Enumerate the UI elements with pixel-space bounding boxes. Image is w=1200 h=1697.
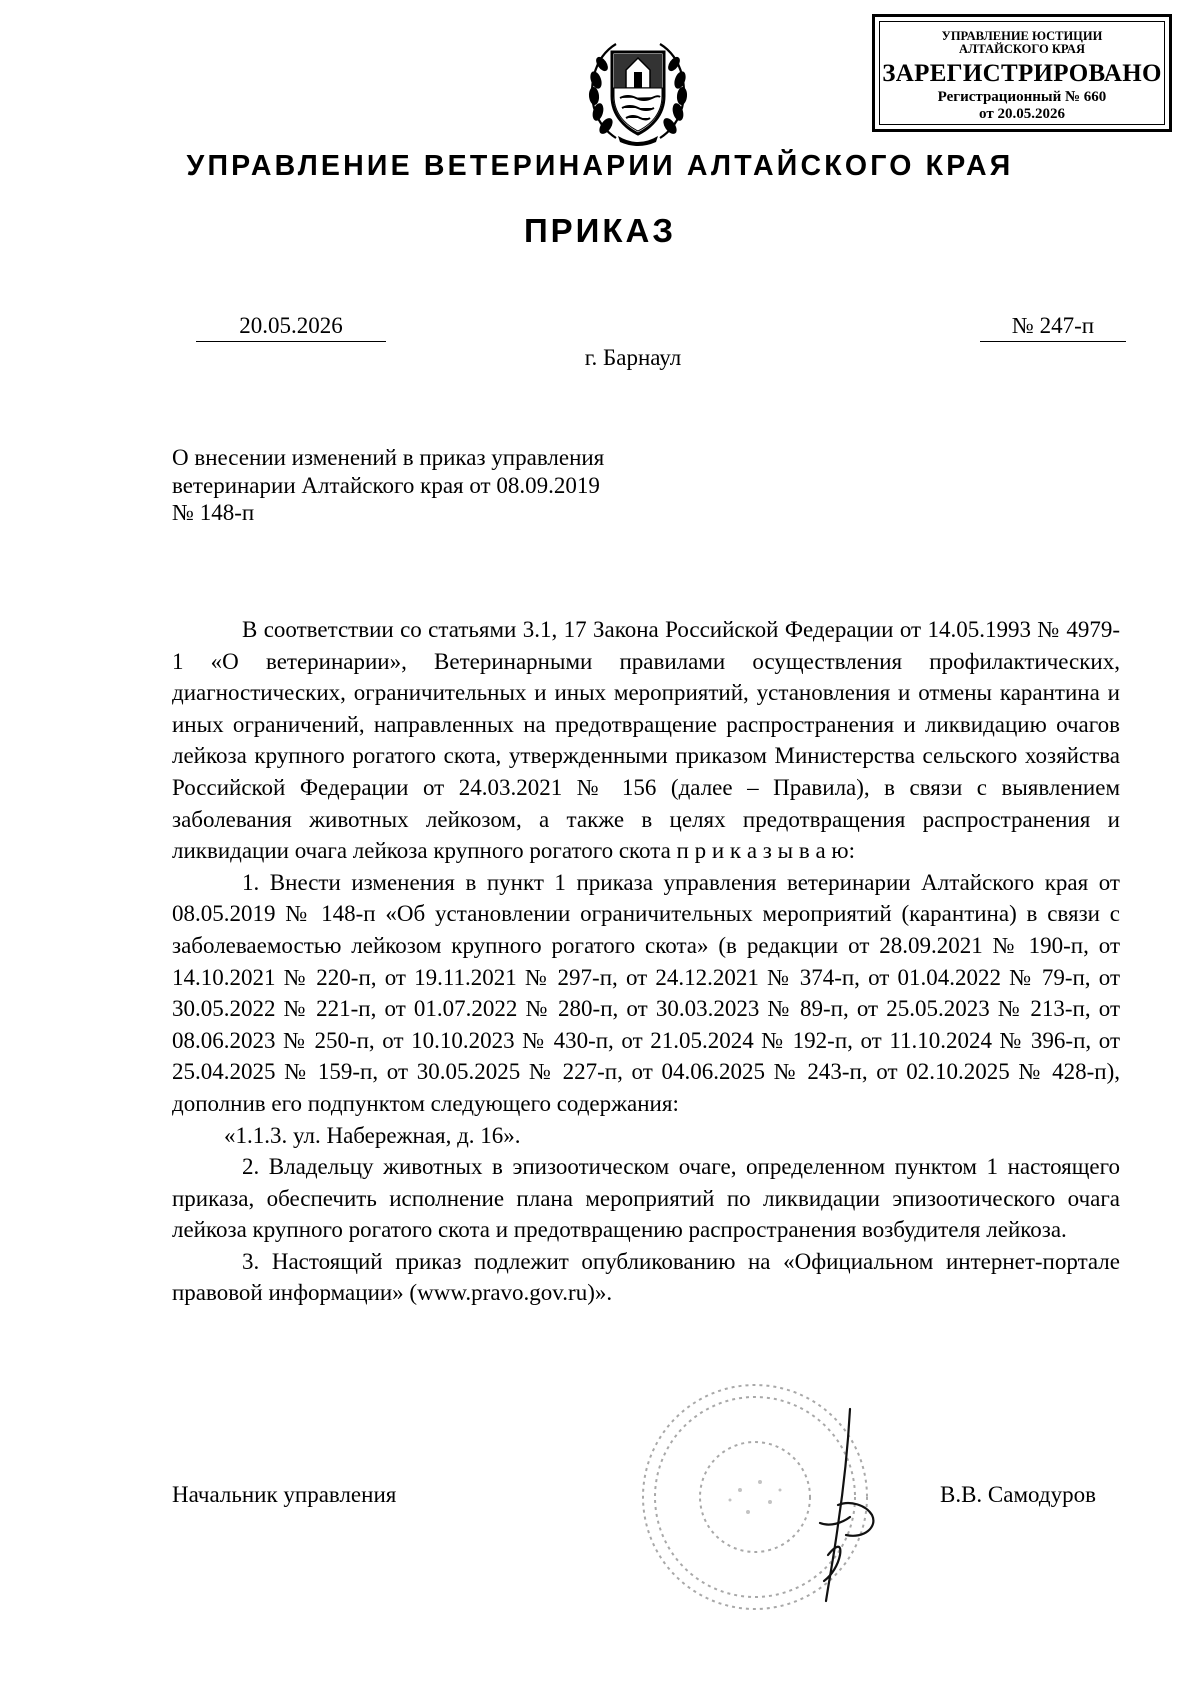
agency-name: УПРАВЛЕНИЕ ВЕТЕРИНАРИИ АЛТАЙСКОГО КРАЯ	[186, 150, 1014, 182]
reg-stamp-number: Регистрационный № 660	[937, 89, 1107, 105]
clause-1: 1. Внести изменения в пункт 1 приказа управления ветеринарии Алтайского края от 08.05.2019 № 148-п «Об установлении ограничительных мероприятий (карантина) в связи с заболеваемостью лейкозом крупного рогатого скота» (в редакции от 28.09.2021 № 190-п, от 14.10.2021 № 220-п, от 19.11.2021 № 297-п, от 24.12.2021 № 374-п, от 01.04.2022 № 79-п, от 30.05.2022 № 221-п, от 01.07.2022 № 280-п, от 30.03.2023 № 89-п, от 25.05.2023 № 213-п, от 08.06.2023 № 250-п, от 10.10.2023 № 430-п, от 21.05.2024 № 192-п, от 11.10.2024 № 396-п, от 25.04.2025 № 159-п, от 30.05.2025 № 227-п, от 04.06.2025 № 243-п, от 02.10.2025 № 428-п), дополнив его подпунктом следующего содержания:	[172, 869, 1120, 1116]
subject-line: ветеринарии Алтайского края от 08.09.2019	[172, 472, 600, 498]
reg-stamp-status: ЗАРЕГИСТРИРОВАНО	[882, 60, 1162, 87]
reg-stamp-authority: УПРАВЛЕНИЕ ЮСТИЦИИ	[941, 29, 1103, 43]
order-subject	[172, 444, 672, 527]
document-type: ПРИКАЗ	[523, 212, 677, 249]
preamble-directive: п р и к а з ы в а ю:	[676, 838, 855, 864]
handwritten-signature-icon	[780, 1405, 900, 1605]
order-city: г. Барнаул	[584, 345, 682, 370]
reg-stamp-date: от 20.05.2026	[979, 106, 1065, 122]
order-body	[172, 614, 1120, 1309]
signatory-title: Начальник управления	[172, 1482, 397, 1507]
order-number: № 247-п	[980, 311, 1126, 342]
preamble-text: В соответствии со статьями 3.1, 17 Закона Российской Федерации от 14.05.1993 № 4979-1 «О ветеринарии», Ветеринарными правилами осуществления профилактических, диагностических, ограничительных и иных мероприятий, установления и отмены карантина и иных ограничений, направленных на предотвращение распространения и ликвидацию очагов лейкоза крупного рогатого скота, утвержденными приказом Министерства сельского хозяйства Российской Федерации от 24.03.2021 № 156 (далее – Правила), в связи с выявлением заболевания животных лейкозом, а также в целях предотвращения распространения и ликвидации очага лейкоза крупного рогатого скота	[172, 617, 1120, 864]
clause-1-quote: «1.1.3. ул. Набережная, д. 16».	[224, 1122, 521, 1148]
reg-stamp-region: АЛТАЙСКОГО КРАЯ	[959, 42, 1085, 56]
registration-stamp-inner-border	[879, 21, 1165, 125]
coat-of-arms-icon	[578, 30, 698, 148]
order-date: 20.05.2026	[196, 311, 386, 342]
subject-line: О внесении изменений в приказ управления	[172, 445, 605, 470]
preamble-paragraph	[172, 614, 1120, 867]
clause-3: 3. Настоящий приказ подлежит опубликованию на «Официальном интернет-портале правовой информации» (www.pravo.gov.ru)».	[172, 1248, 1120, 1306]
clause-2: 2. Владельцу животных в эпизоотическом очаге, определенном пунктом 1 настоящего приказа, обеспечить исполнение плана мероприятий по ликвидации эпизоотического очага лейкоза крупного рогатого скота и предотвращению распространения возбудителя лейкоза.	[172, 1154, 1120, 1243]
registration-stamp	[872, 14, 1172, 132]
subject-line: № 148-п	[172, 500, 255, 525]
signatory-name: В.В. Самодуров	[940, 1482, 1096, 1507]
